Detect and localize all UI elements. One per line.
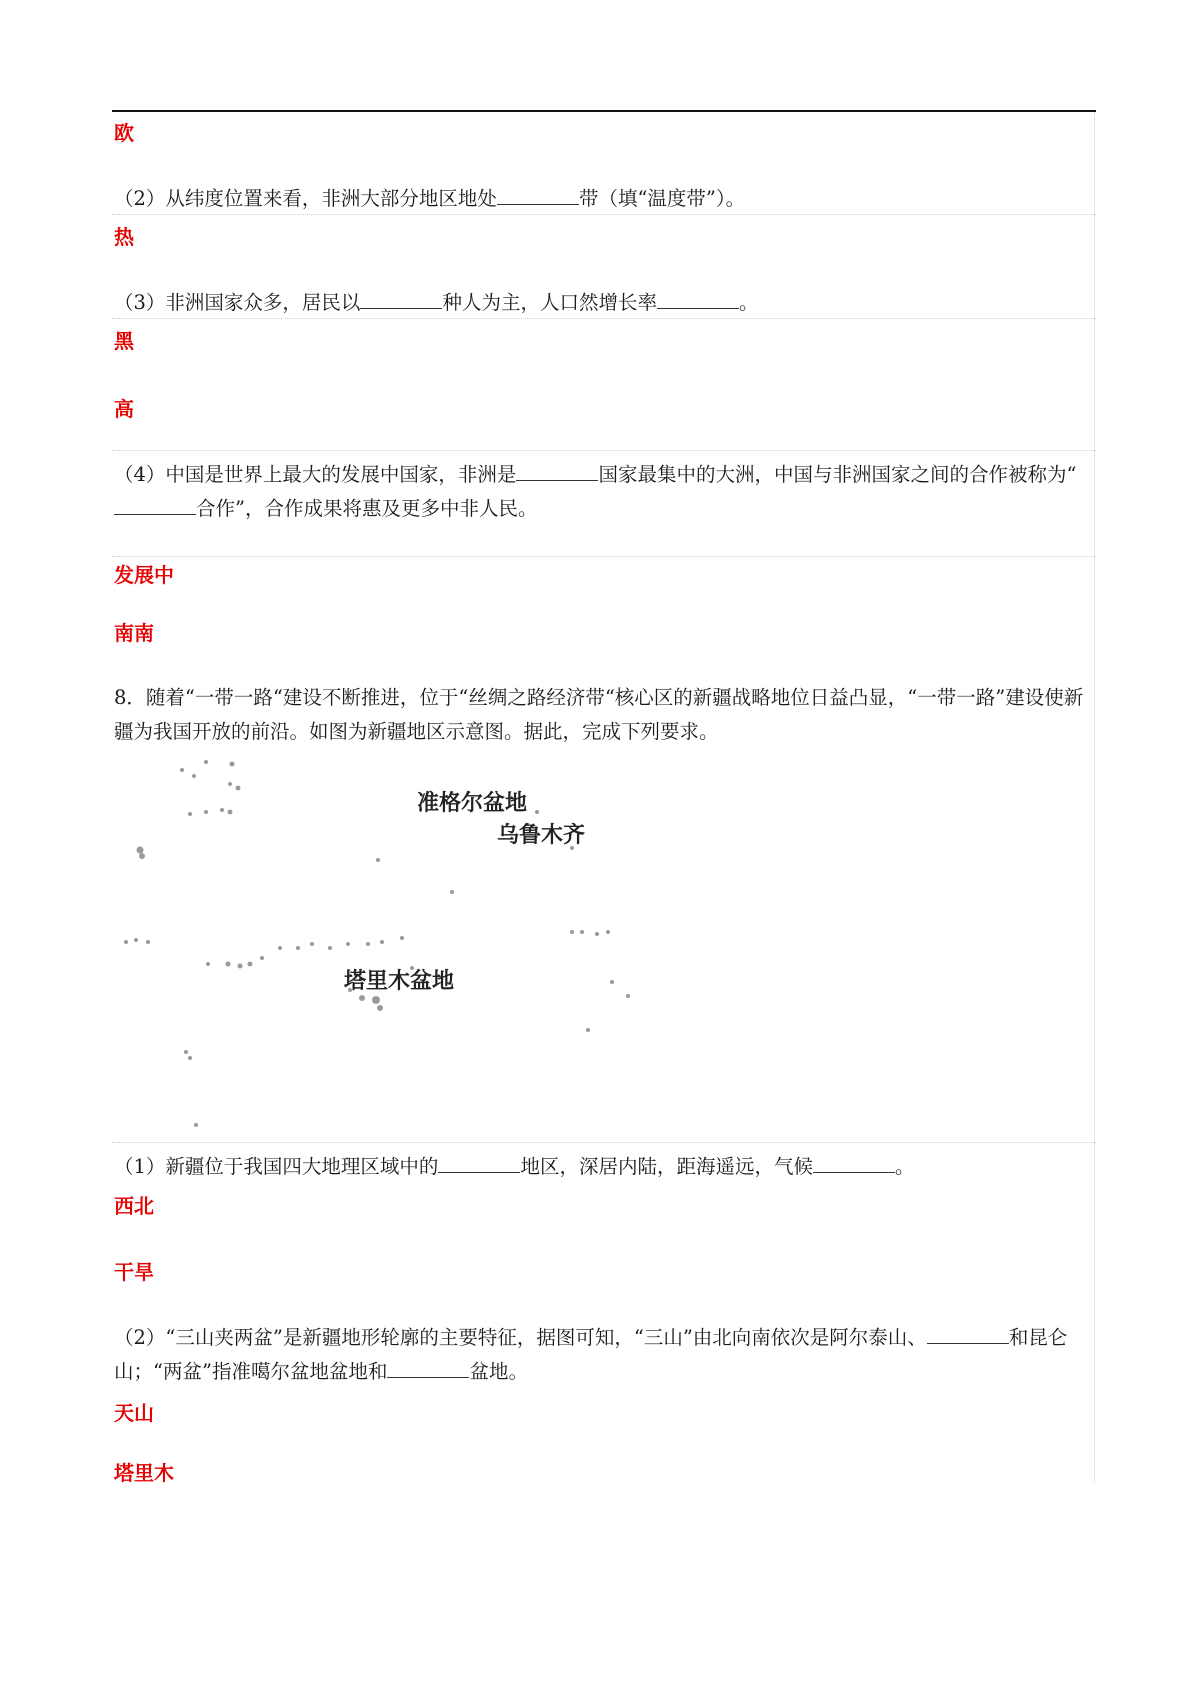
answer-blank — [497, 186, 579, 205]
tarim-basin-label: 塔里木盆地 — [344, 969, 455, 994]
question-number: （2） — [114, 1326, 166, 1349]
question-number: （2） — [114, 187, 166, 210]
top-rule — [112, 110, 1096, 112]
answer-blank — [387, 1359, 469, 1378]
answer-blank — [813, 1154, 895, 1173]
answer-south-south: 南南 — [114, 621, 154, 645]
dotted-separator — [112, 318, 1096, 319]
answer-europe: 欧 — [114, 121, 134, 145]
urumqi-label: 乌鲁木齐 — [497, 823, 586, 848]
dotted-separator — [112, 1142, 1096, 1143]
xinjiang-map — [112, 752, 672, 1132]
answer-blank — [114, 496, 196, 515]
answer-blank — [927, 1325, 1009, 1344]
answer-blank — [360, 290, 442, 309]
question-4: （4）中国是世界上最大的发展中国家，非洲是 国家最集中的大洲，中国与非洲国家之间的合作被称为“合作”，合作成果将惠及更多中非人民。 — [114, 463, 1077, 520]
answer-high: 高 — [114, 397, 134, 421]
question-number: （3） — [114, 291, 166, 314]
question-3: （3）非洲国家众多，居民以 种人为主，人口然增长率 。 — [114, 291, 759, 314]
dotted-separator — [112, 450, 1096, 451]
answer-tropical: 热 — [114, 225, 134, 249]
answer-tianshan: 天山 — [114, 1401, 154, 1425]
answer-blank — [657, 290, 739, 309]
answer-blank — [438, 1154, 520, 1173]
answer-blank — [516, 462, 598, 481]
map-speckles — [112, 752, 672, 1132]
question-number: （1） — [114, 1155, 166, 1178]
answer-northwest: 西北 — [114, 1194, 154, 1218]
answer-black: 黑 — [114, 329, 134, 353]
dotted-separator — [112, 556, 1096, 557]
answer-developing: 发展中 — [114, 563, 174, 587]
answer-arid: 干旱 — [114, 1260, 154, 1284]
question-8-1: （1）新疆位于我国四大地理区域中的 地区，深居内陆，距海遥远，气候 。 — [114, 1155, 915, 1178]
dotted-separator — [112, 214, 1096, 215]
question-8-2: （2）“三山夹两盆”是新疆地形轮廓的主要特征，据图可知，“三山”由北向南依次是阿尔泰山、 和昆仑山；“两盆”指准噶尔盆地盆地和 盆地。 — [114, 1326, 1068, 1383]
junggar-basin-label: 准格尔盆地 — [417, 791, 528, 816]
answer-tarim: 塔里木 — [114, 1461, 174, 1485]
question-2: （2）从纬度位置来看，非洲大部分地区地处 带（填“温度带”）。 — [114, 187, 746, 210]
question-8-stem: 8．随着“一带一路“建设不断推进，位于“丝绸之路经济带“核心区的新疆战略地位日益凸显，“一带一路”建设使新疆为我国开放的前沿。如图为新疆地区示意图。据此，完成下列要求。 — [114, 686, 1084, 743]
question-number: （4） — [114, 463, 166, 486]
